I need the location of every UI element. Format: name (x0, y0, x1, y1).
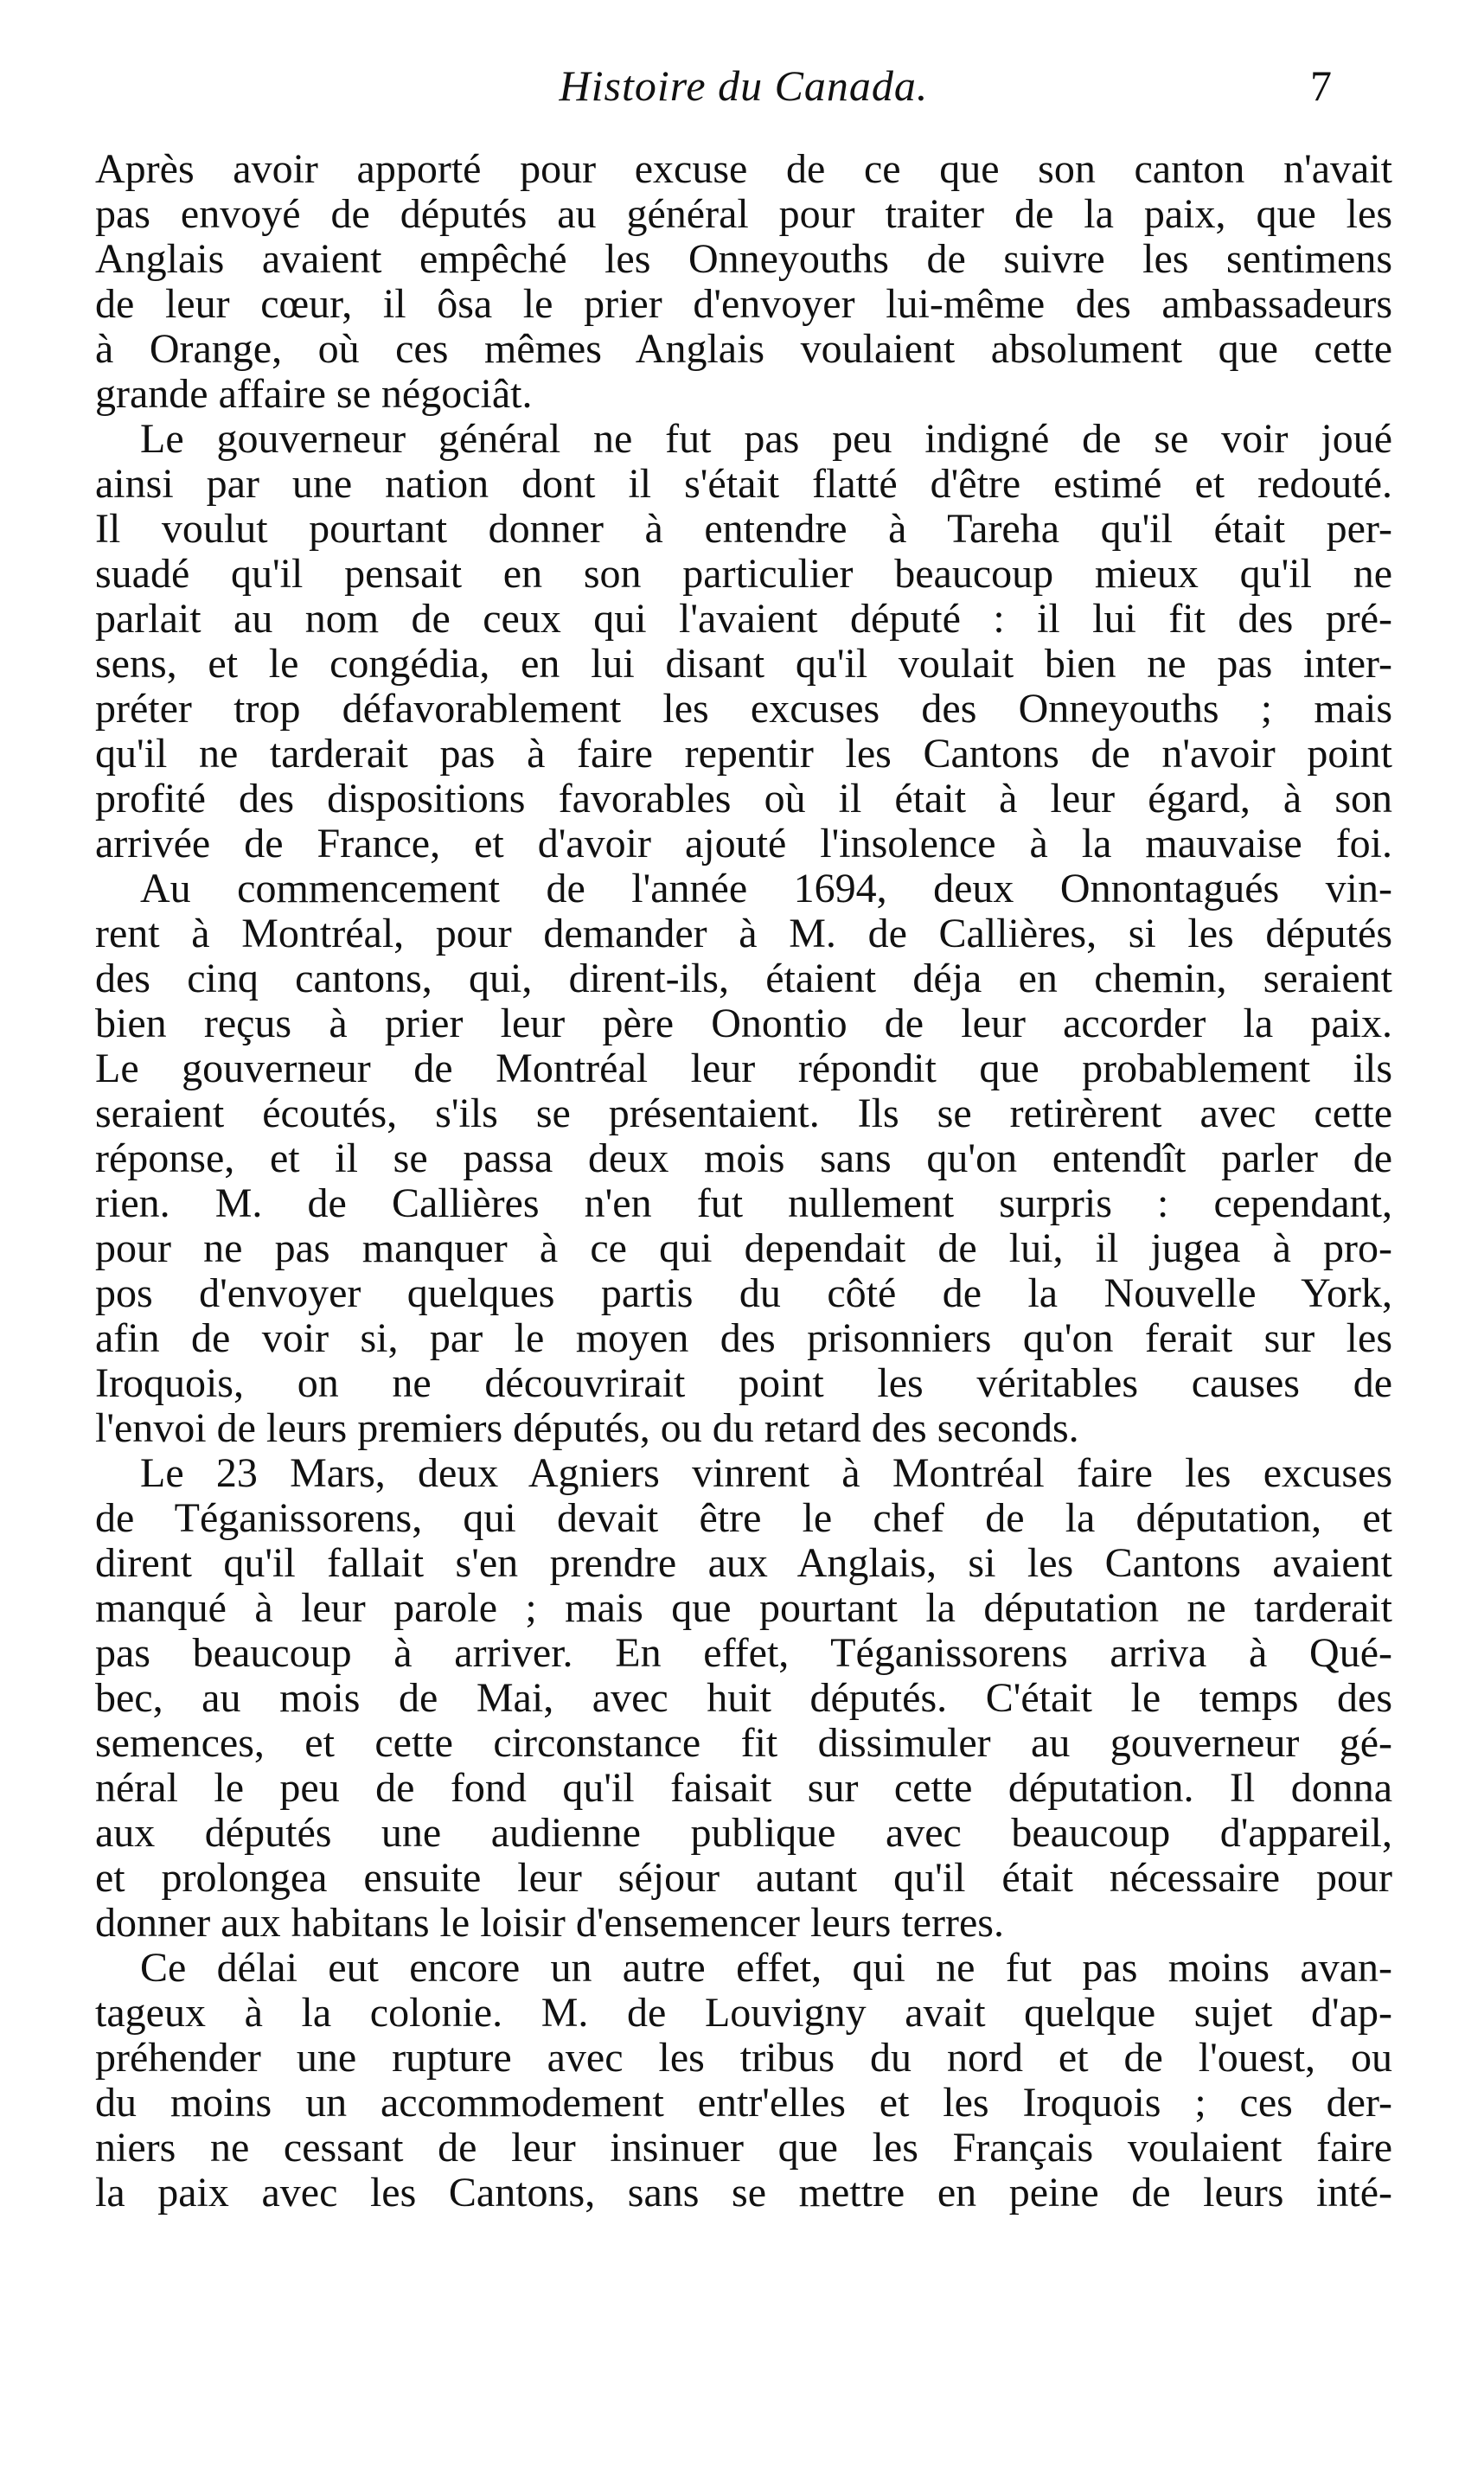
paragraph-3 (95, 866, 1392, 1451)
text-line: donner aux habitans le loisir d'ensemencer leurs terres. (95, 1900, 1004, 1946)
text-line: niers ne cessant de leur insinuer que les Français voulaient faire (95, 2125, 1392, 2171)
text-line: Le gouverneur de Montréal leur répondit que probablement ils (95, 1045, 1392, 1091)
text-line: semences, et cette circonstance fit dissimuler au gouverneur gé- (95, 1720, 1392, 1766)
text-line: néral le peu de fond qu'il faisait sur cette députation. Il donna (95, 1765, 1392, 1811)
text-line: bec, au mois de Mai, avec huit députés. C'était le temps des (95, 1675, 1392, 1721)
text-line: des cinq cantons, qui, dirent-ils, étaient déja en chemin, seraient (95, 956, 1392, 1001)
text-line: afin de voir si, par le moyen des prisonniers qu'on ferait sur les (95, 1315, 1392, 1361)
text-line: Ce délai eut encore un autre effet, qui ne fut pas moins avan- (140, 1945, 1392, 1991)
text-line: pas beaucoup à arriver. En effet, Téganissorens arriva à Qué- (95, 1630, 1392, 1676)
running-title: Histoire du Canada. (559, 61, 929, 110)
text-line: parlait au nom de ceux qui l'avaient député : il lui fit des pré- (95, 596, 1392, 642)
text-line: et prolongea ensuite leur séjour autant qu'il était nécessaire pour (95, 1855, 1392, 1901)
text-line: rent à Montréal, pour demander à M. de Callières, si les députés (95, 911, 1392, 956)
text-line: du moins un accommodement entr'elles et les Iroquois ; ces der- (95, 2080, 1392, 2126)
text-line: qu'il ne tarderait pas à faire repentir les Cantons de n'avoir point (95, 731, 1392, 777)
text-line: à Orange, où ces mêmes Anglais voulaient absolument que cette (95, 326, 1392, 372)
text-line: réponse, et il se passa deux mois sans qu'on entendît parler de (95, 1135, 1392, 1181)
text-line: Il voulut pourtant donner à entendre à Tareha qu'il était per- (95, 506, 1392, 552)
book-page (95, 61, 1392, 2216)
text-line: Iroquois, on ne découvrirait point les véritables causes de (95, 1360, 1392, 1406)
paragraph-5 (95, 1946, 1392, 2216)
text-line: sens, et le congédia, en lui disant qu'il voulait bien ne pas inter- (95, 641, 1392, 687)
text-line: manqué à leur parole ; mais que pourtant la députation ne tarderait (95, 1585, 1392, 1631)
text-line: l'envoi de leurs premiers députés, ou du retard des seconds. (95, 1405, 1079, 1451)
text-line: Au commencement de l'année 1694, deux Onnontagués vin- (140, 866, 1392, 911)
text-line: Anglais avaient empêché les Onneyouths de suivre les sentimens (95, 236, 1392, 282)
text-line: Le gouverneur général ne fut pas peu indigné de se voir joué (140, 416, 1392, 462)
text-line: aux députés une audienne publique avec beaucoup d'appareil, (95, 1810, 1392, 1856)
paragraph-4 (95, 1451, 1392, 1946)
text-line: tageux à la colonie. M. de Louvigny avait quelque sujet d'ap- (95, 1990, 1392, 2036)
running-head (95, 61, 1392, 138)
text-line: arrivée de France, et d'avoir ajouté l'insolence à la mauvaise foi. (95, 821, 1392, 866)
paragraph-1 (95, 147, 1392, 417)
text-line: profité des dispositions favorables où il était à leur égard, à son (95, 776, 1392, 822)
text-line: grande affaire se négociât. (95, 371, 533, 417)
text-line: Le 23 Mars, deux Agniers vinrent à Montréal faire les excuses (140, 1450, 1392, 1496)
text-line: bien reçus à prier leur père Onontio de leur accorder la paix. (95, 1001, 1392, 1046)
text-line: Après avoir apporté pour excuse de ce que son canton n'avait (95, 146, 1392, 192)
text-line: ainsi par une nation dont il s'était flatté d'être estimé et redouté. (95, 461, 1392, 507)
text-line: de Téganissorens, qui devait être le chef de la députation, et (95, 1495, 1392, 1541)
text-line: préhender une rupture avec les tribus du nord et de l'ouest, ou (95, 2035, 1392, 2081)
page-number: 7 (1310, 61, 1332, 110)
text-line: rien. M. de Callières n'en fut nullement surpris : cependant, (95, 1180, 1392, 1226)
text-line: seraient écoutés, s'ils se présentaient. Ils se retirèrent avec cette (95, 1090, 1392, 1136)
body-text (95, 147, 1392, 2216)
text-line: préter trop défavorablement les excuses des Onneyouths ; mais (95, 686, 1392, 732)
text-line: la paix avec les Cantons, sans se mettre en peine de leurs inté- (95, 2170, 1392, 2216)
text-line: dirent qu'il fallait s'en prendre aux Anglais, si les Cantons avaient (95, 1540, 1392, 1586)
text-line: pour ne pas manquer à ce qui dependait de lui, il jugea à pro- (95, 1225, 1392, 1271)
text-line: pos d'envoyer quelques partis du côté de la Nouvelle York, (95, 1270, 1392, 1316)
paragraph-2 (95, 417, 1392, 866)
text-line: suadé qu'il pensait en son particulier beaucoup mieux qu'il ne (95, 551, 1392, 597)
text-line: de leur cœur, il ôsa le prier d'envoyer lui-même des ambassadeurs (95, 281, 1392, 327)
text-line: pas envoyé de députés au général pour traiter de la paix, que les (95, 191, 1392, 237)
